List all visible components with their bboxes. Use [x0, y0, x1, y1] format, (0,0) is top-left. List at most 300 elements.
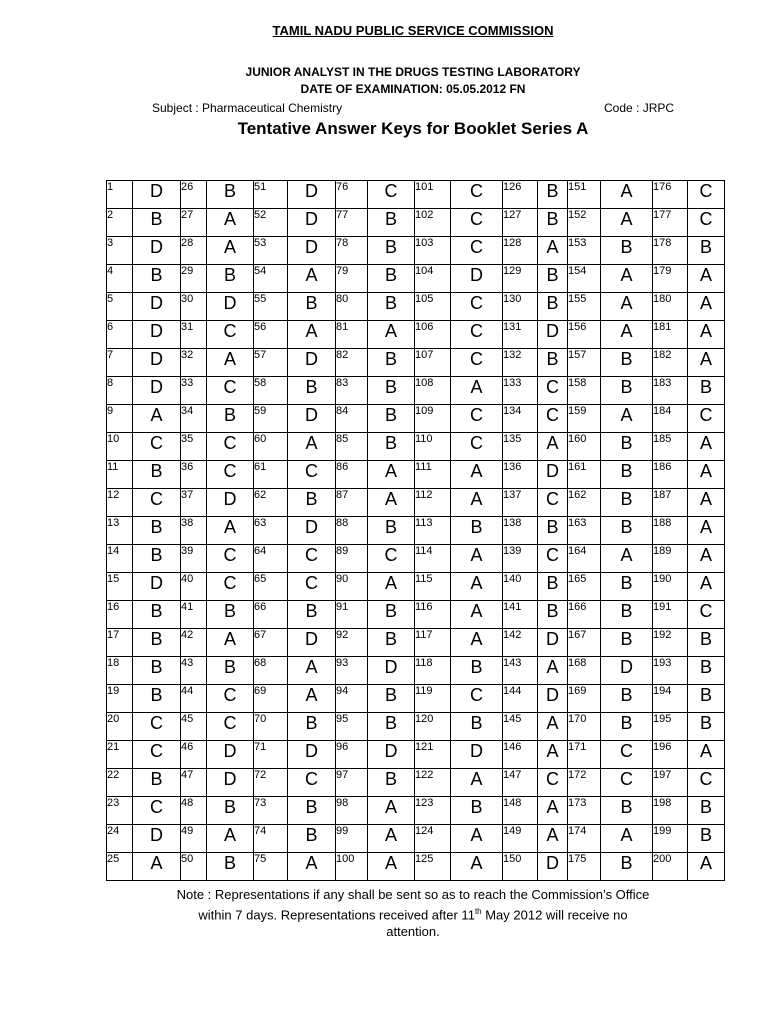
question-number: 159 — [568, 405, 601, 433]
question-number: 27 — [181, 209, 207, 237]
table-row — [107, 433, 725, 461]
answer-cell: B — [601, 601, 653, 629]
answer-cell: B — [688, 713, 725, 741]
question-number: 5 — [107, 293, 133, 321]
question-number: 103 — [415, 237, 451, 265]
question-number: 140 — [503, 573, 538, 601]
question-number: 48 — [181, 797, 207, 825]
question-number: 117 — [415, 629, 451, 657]
answer-cell: A — [538, 797, 568, 825]
question-number: 150 — [503, 853, 538, 881]
answer-cell: C — [207, 377, 254, 405]
question-number: 10 — [107, 433, 133, 461]
question-number: 165 — [568, 573, 601, 601]
question-number: 102 — [415, 209, 451, 237]
answer-cell: D — [538, 461, 568, 489]
answer-cell: B — [288, 797, 336, 825]
answer-cell: B — [133, 265, 181, 293]
question-number: 113 — [415, 517, 451, 545]
answer-cell: A — [688, 489, 725, 517]
question-number: 149 — [503, 825, 538, 853]
answer-cell: C — [288, 769, 336, 797]
question-number: 175 — [568, 853, 601, 881]
question-number: 83 — [336, 377, 368, 405]
answer-cell: A — [688, 461, 725, 489]
answer-cell: D — [133, 321, 181, 349]
question-number: 16 — [107, 601, 133, 629]
answer-cell: A — [601, 405, 653, 433]
answer-cell: A — [451, 769, 503, 797]
question-number: 182 — [653, 349, 688, 377]
question-number: 87 — [336, 489, 368, 517]
answer-cell: A — [451, 825, 503, 853]
answer-cell: B — [368, 209, 415, 237]
answer-cell: B — [133, 461, 181, 489]
answer-cell: A — [538, 741, 568, 769]
question-number: 172 — [568, 769, 601, 797]
answer-cell: B — [451, 657, 503, 685]
question-number: 68 — [254, 657, 288, 685]
answer-cell: A — [207, 209, 254, 237]
question-number: 146 — [503, 741, 538, 769]
question-number: 164 — [568, 545, 601, 573]
answer-cell: B — [601, 629, 653, 657]
question-number: 79 — [336, 265, 368, 293]
table-row — [107, 853, 725, 881]
answer-cell: A — [688, 517, 725, 545]
answer-cell: C — [688, 209, 725, 237]
answer-cell: B — [601, 349, 653, 377]
answer-cell: D — [538, 853, 568, 881]
question-number: 94 — [336, 685, 368, 713]
answer-cell: C — [207, 433, 254, 461]
answer-cell: C — [538, 377, 568, 405]
answer-cell: B — [207, 601, 254, 629]
answer-cell: B — [601, 237, 653, 265]
question-number: 14 — [107, 545, 133, 573]
answer-cell: A — [451, 377, 503, 405]
table-row — [107, 629, 725, 657]
question-number: 49 — [181, 825, 207, 853]
answer-cell: B — [368, 433, 415, 461]
answer-cell: D — [133, 237, 181, 265]
table-row — [107, 461, 725, 489]
question-number: 101 — [415, 181, 451, 209]
question-number: 118 — [415, 657, 451, 685]
answer-cell: C — [451, 405, 503, 433]
answer-cell: C — [451, 209, 503, 237]
question-number: 148 — [503, 797, 538, 825]
question-number: 30 — [181, 293, 207, 321]
answer-cell: B — [601, 377, 653, 405]
question-number: 91 — [336, 601, 368, 629]
question-number: 62 — [254, 489, 288, 517]
answer-cell: D — [288, 237, 336, 265]
question-number: 100 — [336, 853, 368, 881]
question-number: 200 — [653, 853, 688, 881]
answer-cell: A — [133, 405, 181, 433]
question-number: 143 — [503, 657, 538, 685]
question-number: 28 — [181, 237, 207, 265]
question-number: 188 — [653, 517, 688, 545]
question-number: 161 — [568, 461, 601, 489]
question-number: 90 — [336, 573, 368, 601]
answer-cell: C — [368, 181, 415, 209]
question-number: 26 — [181, 181, 207, 209]
table-row — [107, 713, 725, 741]
question-number: 77 — [336, 209, 368, 237]
answer-cell: B — [207, 181, 254, 209]
answer-cell: C — [451, 349, 503, 377]
note-line-2: within 7 days. Representations received after 11th May 2012 will receive no — [198, 907, 628, 923]
answer-cell: B — [288, 293, 336, 321]
question-number: 56 — [254, 321, 288, 349]
answer-cell: C — [451, 321, 503, 349]
question-number: 96 — [336, 741, 368, 769]
subject-label: Subject : Pharmaceutical Chemistry — [152, 101, 343, 115]
answer-cell: A — [288, 321, 336, 349]
question-number: 162 — [568, 489, 601, 517]
answer-cell: A — [688, 321, 725, 349]
answer-cell: D — [207, 293, 254, 321]
answer-cell: D — [288, 629, 336, 657]
answer-cell: A — [207, 237, 254, 265]
question-number: 1 — [107, 181, 133, 209]
question-number: 57 — [254, 349, 288, 377]
question-number: 160 — [568, 433, 601, 461]
question-number: 42 — [181, 629, 207, 657]
answer-cell: D — [601, 657, 653, 685]
table-row — [107, 741, 725, 769]
question-number: 70 — [254, 713, 288, 741]
answer-cell: B — [688, 797, 725, 825]
table-row — [107, 181, 725, 209]
table-row — [107, 685, 725, 713]
answer-cell: B — [368, 517, 415, 545]
question-number: 31 — [181, 321, 207, 349]
answer-cell: D — [288, 517, 336, 545]
answer-cell: C — [207, 713, 254, 741]
question-number: 51 — [254, 181, 288, 209]
question-number: 109 — [415, 405, 451, 433]
answer-cell: B — [288, 377, 336, 405]
answer-cell: C — [133, 797, 181, 825]
answer-cell: A — [538, 713, 568, 741]
question-number: 199 — [653, 825, 688, 853]
answer-cell: B — [601, 573, 653, 601]
answer-cell: B — [368, 685, 415, 713]
question-number: 131 — [503, 321, 538, 349]
answer-cell: A — [368, 321, 415, 349]
question-number: 122 — [415, 769, 451, 797]
answer-cell: C — [451, 181, 503, 209]
answer-cell: A — [601, 181, 653, 209]
answer-cell: A — [688, 265, 725, 293]
answer-cell: D — [368, 741, 415, 769]
table-row — [107, 265, 725, 293]
question-number: 15 — [107, 573, 133, 601]
answer-cell: B — [538, 265, 568, 293]
answer-cell: B — [368, 601, 415, 629]
answer-cell: B — [207, 405, 254, 433]
question-number: 120 — [415, 713, 451, 741]
answer-cell: A — [451, 489, 503, 517]
answer-cell: B — [688, 825, 725, 853]
answer-cell: B — [288, 825, 336, 853]
question-number: 95 — [336, 713, 368, 741]
answer-cell: A — [538, 825, 568, 853]
question-number: 55 — [254, 293, 288, 321]
answer-cell: A — [368, 489, 415, 517]
question-number: 191 — [653, 601, 688, 629]
answer-cell: B — [538, 573, 568, 601]
question-number: 158 — [568, 377, 601, 405]
note — [0, 886, 768, 940]
post-name: JUNIOR ANALYST IN THE DRUGS TESTING LABORATORY — [245, 65, 581, 79]
answer-cell: A — [451, 629, 503, 657]
question-number: 25 — [107, 853, 133, 881]
question-number: 123 — [415, 797, 451, 825]
question-number: 186 — [653, 461, 688, 489]
answer-cell: B — [601, 797, 653, 825]
answer-cell: B — [368, 405, 415, 433]
question-number: 142 — [503, 629, 538, 657]
answer-cell: A — [538, 433, 568, 461]
question-number: 169 — [568, 685, 601, 713]
question-number: 170 — [568, 713, 601, 741]
question-number: 17 — [107, 629, 133, 657]
answer-cell: C — [451, 433, 503, 461]
question-number: 106 — [415, 321, 451, 349]
answer-cell: B — [288, 489, 336, 517]
question-number: 163 — [568, 517, 601, 545]
answer-cell: D — [288, 741, 336, 769]
answer-cell: B — [207, 797, 254, 825]
answer-cell: A — [688, 853, 725, 881]
answer-cell: A — [601, 265, 653, 293]
question-number: 93 — [336, 657, 368, 685]
answer-cell: B — [133, 685, 181, 713]
answer-cell: B — [288, 601, 336, 629]
answer-cell: C — [538, 545, 568, 573]
answer-cell: C — [688, 601, 725, 629]
question-number: 192 — [653, 629, 688, 657]
question-number: 127 — [503, 209, 538, 237]
question-number: 197 — [653, 769, 688, 797]
question-number: 22 — [107, 769, 133, 797]
question-number: 136 — [503, 461, 538, 489]
question-number: 20 — [107, 713, 133, 741]
answer-cell: B — [133, 769, 181, 797]
answer-cell: D — [288, 405, 336, 433]
answer-cell: B — [133, 601, 181, 629]
answer-cell: D — [207, 741, 254, 769]
answer-cell: A — [288, 853, 336, 881]
answer-cell: B — [601, 461, 653, 489]
answer-cell: A — [601, 825, 653, 853]
note-line-1: Note : Representations if any shall be sent so as to reach the Commission’s Office — [176, 887, 650, 902]
question-number: 139 — [503, 545, 538, 573]
answer-cell: A — [688, 293, 725, 321]
question-number: 194 — [653, 685, 688, 713]
answer-cell: D — [133, 181, 181, 209]
question-number: 105 — [415, 293, 451, 321]
question-number: 174 — [568, 825, 601, 853]
code-label: Code : JRPC — [604, 101, 675, 115]
question-number: 179 — [653, 265, 688, 293]
question-number: 141 — [503, 601, 538, 629]
note-line-3: attention. — [386, 924, 440, 940]
answer-cell: B — [538, 293, 568, 321]
table-row — [107, 545, 725, 573]
answer-cell: A — [288, 657, 336, 685]
question-number: 74 — [254, 825, 288, 853]
table-row — [107, 489, 725, 517]
question-number: 32 — [181, 349, 207, 377]
table-row — [107, 573, 725, 601]
answer-cell: D — [288, 209, 336, 237]
question-number: 125 — [415, 853, 451, 881]
question-number: 8 — [107, 377, 133, 405]
answer-cell: C — [207, 545, 254, 573]
question-number: 180 — [653, 293, 688, 321]
answer-cell: A — [368, 825, 415, 853]
answer-cell: A — [207, 825, 254, 853]
question-number: 189 — [653, 545, 688, 573]
question-number: 107 — [415, 349, 451, 377]
answer-cell: B — [601, 853, 653, 881]
question-number: 80 — [336, 293, 368, 321]
answer-cell: D — [451, 741, 503, 769]
answer-cell: A — [207, 517, 254, 545]
question-number: 89 — [336, 545, 368, 573]
question-number: 130 — [503, 293, 538, 321]
answer-cell: D — [133, 349, 181, 377]
question-number: 138 — [503, 517, 538, 545]
question-number: 81 — [336, 321, 368, 349]
question-number: 2 — [107, 209, 133, 237]
question-number: 45 — [181, 713, 207, 741]
table-row — [107, 405, 725, 433]
question-number: 38 — [181, 517, 207, 545]
answer-cell: C — [288, 573, 336, 601]
question-number: 19 — [107, 685, 133, 713]
answer-cell: C — [207, 573, 254, 601]
answer-cell: C — [133, 489, 181, 517]
question-number: 99 — [336, 825, 368, 853]
answer-cell: B — [368, 237, 415, 265]
answer-key-table — [106, 180, 725, 881]
question-number: 195 — [653, 713, 688, 741]
question-number: 134 — [503, 405, 538, 433]
answer-cell: A — [207, 629, 254, 657]
answer-cell: B — [133, 517, 181, 545]
question-number: 167 — [568, 629, 601, 657]
question-number: 198 — [653, 797, 688, 825]
answer-cell: C — [207, 685, 254, 713]
answer-cell: A — [133, 853, 181, 881]
answer-cell: A — [451, 601, 503, 629]
question-number: 145 — [503, 713, 538, 741]
answer-cell: B — [368, 293, 415, 321]
table-row — [107, 321, 725, 349]
question-number: 13 — [107, 517, 133, 545]
answer-cell: B — [601, 517, 653, 545]
table-row — [107, 237, 725, 265]
question-number: 196 — [653, 741, 688, 769]
answer-cell: A — [368, 853, 415, 881]
answer-cell: A — [688, 545, 725, 573]
answer-cell: C — [688, 181, 725, 209]
question-number: 155 — [568, 293, 601, 321]
answer-cell: D — [133, 573, 181, 601]
answer-cell: C — [133, 713, 181, 741]
question-number: 44 — [181, 685, 207, 713]
question-number: 43 — [181, 657, 207, 685]
answer-cell: C — [133, 741, 181, 769]
question-number: 181 — [653, 321, 688, 349]
answer-cell: B — [688, 657, 725, 685]
question-number: 82 — [336, 349, 368, 377]
question-number: 4 — [107, 265, 133, 293]
answer-cell: B — [133, 657, 181, 685]
question-number: 178 — [653, 237, 688, 265]
answer-cell: D — [133, 377, 181, 405]
question-number: 47 — [181, 769, 207, 797]
table-row — [107, 769, 725, 797]
question-number: 121 — [415, 741, 451, 769]
question-number: 154 — [568, 265, 601, 293]
answer-cell: B — [601, 685, 653, 713]
question-number: 144 — [503, 685, 538, 713]
question-number: 176 — [653, 181, 688, 209]
question-number: 61 — [254, 461, 288, 489]
answer-cell: C — [451, 685, 503, 713]
question-number: 39 — [181, 545, 207, 573]
answer-cell: B — [288, 713, 336, 741]
question-number: 193 — [653, 657, 688, 685]
question-number: 168 — [568, 657, 601, 685]
question-number: 23 — [107, 797, 133, 825]
question-number: 37 — [181, 489, 207, 517]
answer-cell: C — [288, 545, 336, 573]
question-number: 54 — [254, 265, 288, 293]
answer-cell: B — [451, 713, 503, 741]
question-number: 129 — [503, 265, 538, 293]
answer-cell: B — [601, 713, 653, 741]
question-number: 18 — [107, 657, 133, 685]
org-name: TAMIL NADU PUBLIC SERVICE COMMISSION — [272, 23, 554, 38]
question-number: 53 — [254, 237, 288, 265]
table-row — [107, 377, 725, 405]
question-number: 33 — [181, 377, 207, 405]
answer-cell: D — [288, 349, 336, 377]
answer-cell: C — [688, 405, 725, 433]
question-number: 187 — [653, 489, 688, 517]
question-number: 137 — [503, 489, 538, 517]
answer-cell: B — [368, 377, 415, 405]
answer-cell: C — [688, 769, 725, 797]
question-number: 132 — [503, 349, 538, 377]
answer-cell: A — [368, 461, 415, 489]
answer-cell: C — [451, 237, 503, 265]
question-number: 64 — [254, 545, 288, 573]
question-number: 153 — [568, 237, 601, 265]
question-number: 21 — [107, 741, 133, 769]
answer-cell: D — [207, 489, 254, 517]
question-number: 157 — [568, 349, 601, 377]
question-number: 135 — [503, 433, 538, 461]
